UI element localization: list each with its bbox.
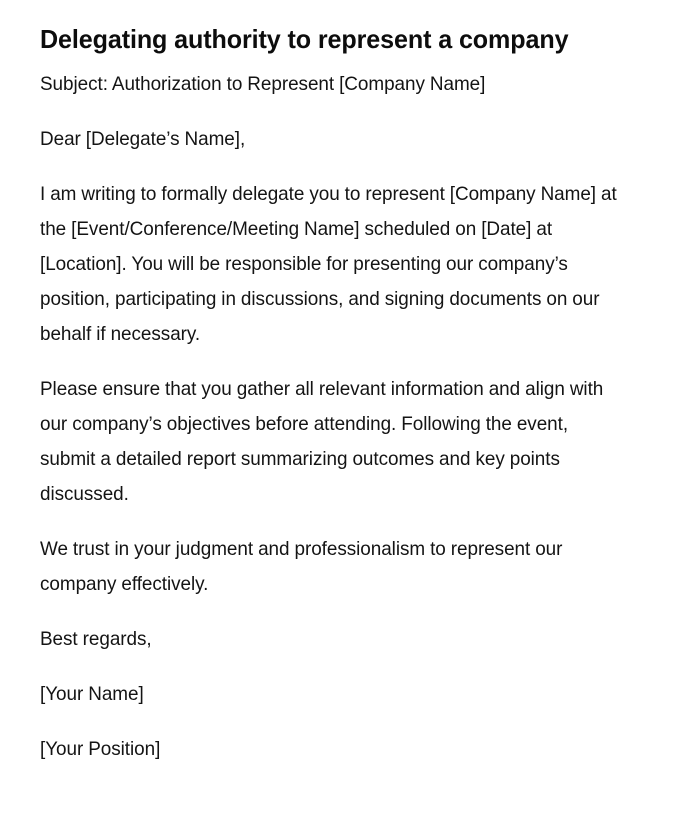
signature-position: [Your Position] — [40, 738, 161, 760]
signature-name: [Your Name] — [40, 683, 144, 705]
paragraph-subject: Subject: Authorization to Represent [Company Name] — [40, 73, 486, 95]
page-title: Delegating authority to represent a company — [40, 24, 569, 54]
paragraph-body-2: Please ensure that you gather all relevant information and align with our company’s objectives before attending. Following the event, submit a detailed report summarizing outcomes and key points discussed. — [40, 378, 604, 505]
paragraph-body-1: I am writing to formally delegate you to represent [Company Name] at the [Event/Conference/Meeting Name] scheduled on [Date] at [Location]. You will be responsible for presenting our company’s position, participating in discussions, and signing documents on our behalf if necessary. — [40, 183, 617, 345]
paragraph-salutation: Dear [Delegate’s Name], — [40, 128, 246, 150]
paragraph-body-3: We trust in your judgment and professionalism to represent our company effectively. — [40, 538, 563, 595]
letter-body — [40, 67, 640, 767]
paragraph-closing: Best regards, — [40, 628, 152, 650]
